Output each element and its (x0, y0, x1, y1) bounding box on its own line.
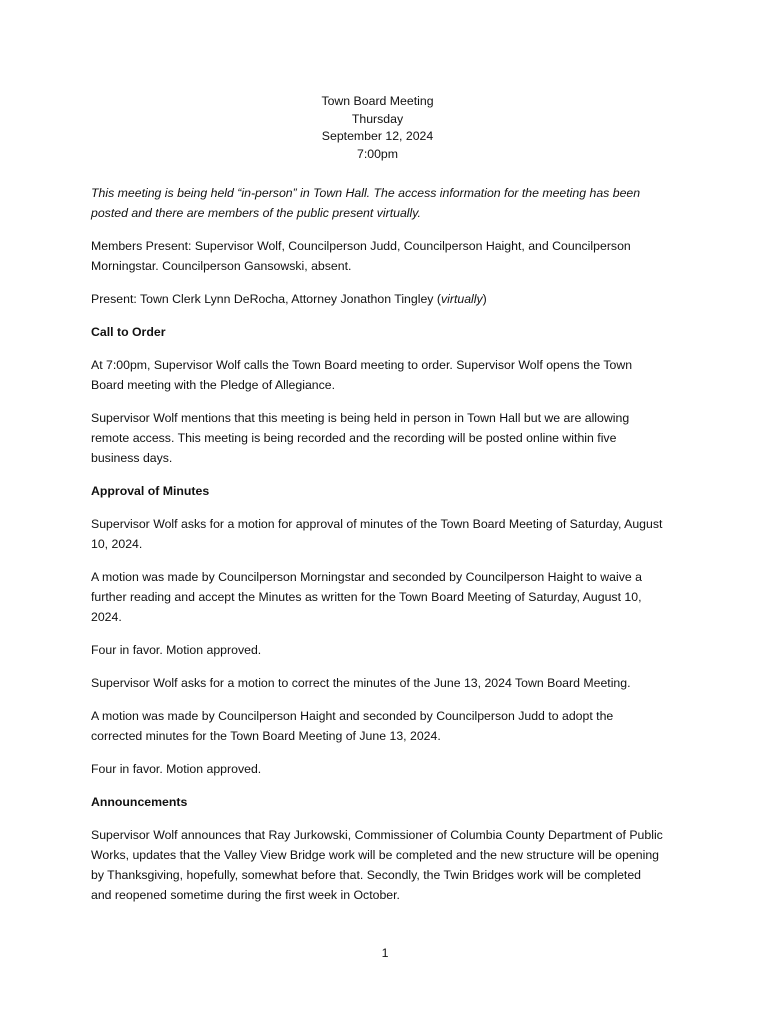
intro-paragraph: This meeting is being held “in-person” in Town Hall. The access information for the meeting has been posted and there are members of the public present virtually. (91, 186, 641, 220)
approval-paragraph: Four in favor. Motion approved. (91, 762, 262, 776)
approval-paragraph: Four in favor. Motion approved. (91, 643, 262, 657)
page-number: 1 (381, 946, 389, 960)
approval-paragraph: Supervisor Wolf asks for a motion to correct the minutes of the June 13, 2024 Town Board Meeting. (91, 676, 631, 690)
members-present: Members Present: Supervisor Wolf, Councilperson Judd, Councilperson Haight, and Councilperson Morningstar. Councilperson Gansowski, absent. (91, 239, 631, 273)
approval-paragraph: A motion was made by Councilperson Haight and seconded by Councilperson Judd to adopt the corrected minutes for the Town Board Meeting of June 13, 2024. (91, 709, 614, 743)
present-attendees (91, 289, 664, 309)
meeting-day: Thursday (351, 111, 404, 126)
meeting-title: Town Board Meeting (321, 94, 434, 108)
approval-of-minutes-heading: Approval of Minutes (91, 484, 210, 498)
meeting-header (91, 93, 664, 163)
approval-paragraph: Supervisor Wolf asks for a motion for approval of minutes of the Town Board Meeting of Saturday, August 10, 2024. (91, 517, 663, 551)
announcements-heading: Announcements (91, 795, 188, 809)
meeting-time: 7:00pm (356, 146, 399, 161)
call-to-order-heading: Call to Order (91, 325, 166, 339)
call-to-order-paragraph: At 7:00pm, Supervisor Wolf calls the Town Board meeting to order. Supervisor Wolf opens the Town Board meeting with the Pledge of Allegiance. (91, 358, 633, 392)
meeting-date: September 12, 2024 (321, 129, 434, 143)
present-text: Present: Town Clerk Lynn DeRocha, Attorney Jonathon Tingley ( (91, 292, 441, 306)
call-to-order-paragraph: Supervisor Wolf mentions that this meeting is being held in person in Town Hall but we are allowing remote access. This meeting is being recorded and the recording will be posted online within five business days. (91, 411, 630, 465)
approval-paragraph: A motion was made by Councilperson Morningstar and seconded by Councilperson Haight to waive a further reading and accept the Minutes as written for the Town Board Meeting of Saturday, August 10, 2024. (91, 570, 642, 624)
present-close: ) (482, 292, 487, 306)
present-virtual: virtually (440, 292, 483, 306)
announcements-paragraph: Supervisor Wolf announces that Ray Jurkowski, Commissioner of Columbia County Department of Public Works, updates that the Valley View Bridge work will be completed and the new structure will be opening by Thanksgiving, hopefully, somewhat before that. Secondly, the Twin Bridges work will be completed and reopened sometime during the first week in October. (91, 828, 663, 902)
